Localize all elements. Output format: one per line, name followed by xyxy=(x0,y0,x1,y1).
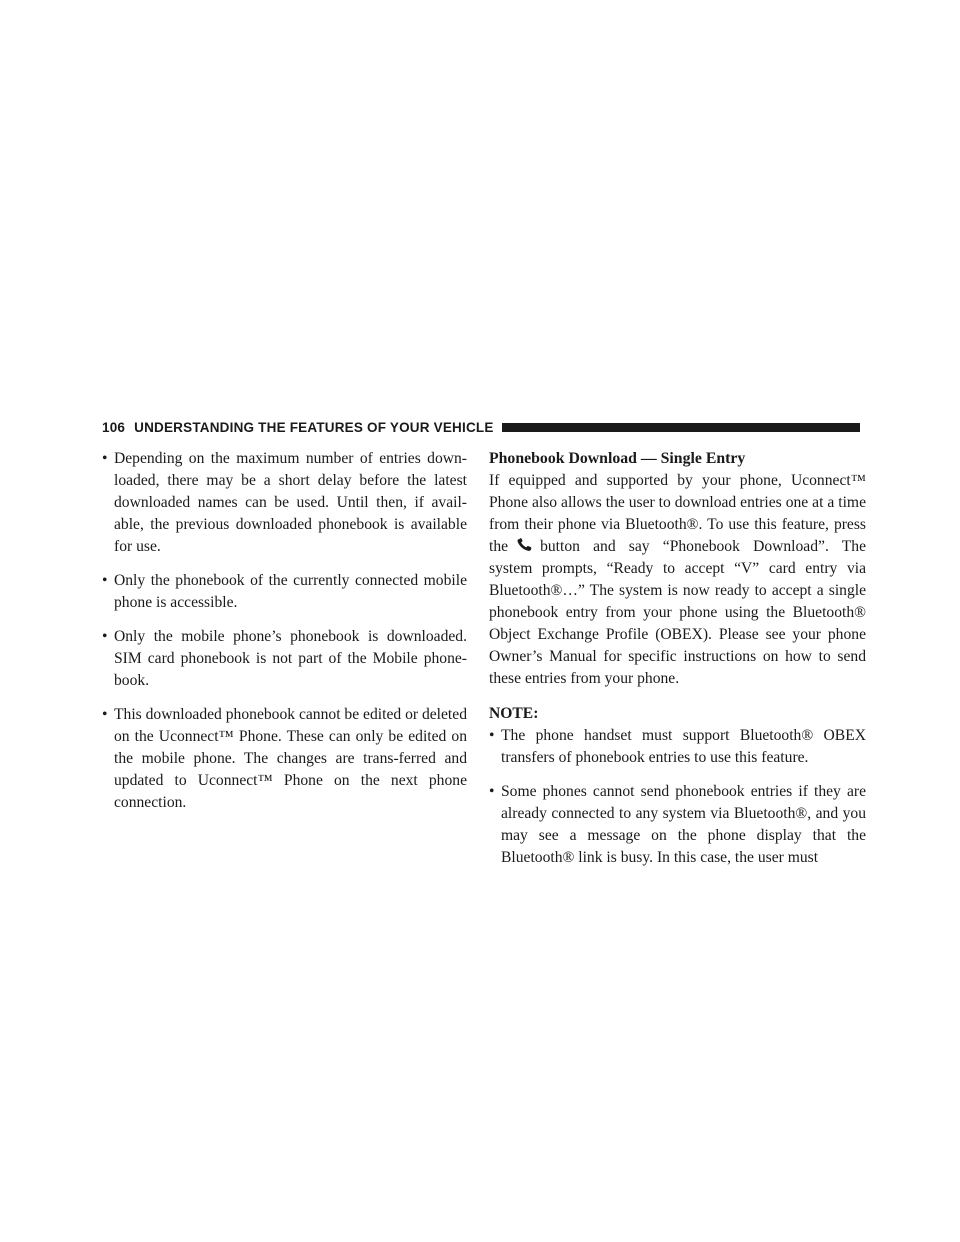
paragraph-text: If equipped and supported by your phone, Uconnect™ Phone also allows the user to download entries one at a time from their phone via Bluetooth®. To use this feature, press the xyxy=(489,472,866,555)
phone-icon xyxy=(516,537,534,551)
bullet-icon: • xyxy=(489,727,495,744)
list-item-text: Some phones cannot send phonebook entries if they are already connected to any system via Bluetooth®, and you may see a message on the phone display that the Bluetooth® link is busy. In this case, the user must xyxy=(501,783,866,866)
list-item-text: The phone handset must support Bluetooth® OBEX transfers of phonebook entries to use this feature. xyxy=(501,727,866,766)
paragraph-text: button and say “Phonebook Download”. The system prompts, “Ready to accept “V” card entry via Bluetooth®…” The system is now ready to accept a single phonebook entry from your phone using the Bluetooth® Object Exchange Profile (OBEX). Please see your phone Owner’s Manual for specific instructions on how to send these entries from your phone. xyxy=(489,538,866,687)
list-item xyxy=(489,725,866,769)
body-paragraph xyxy=(489,470,866,690)
note-label: NOTE: xyxy=(489,705,539,722)
page-number: 106 xyxy=(102,419,126,435)
list-item-text: Only the mobile phone’s phonebook is downloaded. SIM card phonebook is not part of the Mobile phone-book. xyxy=(114,628,467,689)
note-bullet-list xyxy=(489,725,866,869)
list-item-text: Depending on the maximum number of entries down-loaded, there may be a short delay before the latest downloaded names can be used. Until then, if avail-able, the previous downloaded phonebook is available for use. xyxy=(114,450,467,555)
header-rule xyxy=(502,423,860,432)
list-item xyxy=(102,704,467,814)
list-item xyxy=(102,626,467,692)
left-column xyxy=(102,448,467,826)
list-item xyxy=(489,781,866,869)
list-item xyxy=(102,448,467,558)
right-column xyxy=(489,448,866,881)
bullet-icon: • xyxy=(102,450,108,467)
list-item-text: This downloaded phonebook cannot be edited or deleted on the Uconnect™ Phone. These can only be edited on the mobile phone. The changes are trans-ferred and updated to Uconnect™ Phone on the next phone connection. xyxy=(114,706,467,811)
section-heading: Phonebook Download — Single Entry xyxy=(489,450,746,467)
list-item-text: Only the phonebook of the currently connected mobile phone is accessible. xyxy=(114,572,467,611)
bullet-icon: • xyxy=(102,628,108,645)
bullet-icon: • xyxy=(102,572,108,589)
list-item xyxy=(102,570,467,614)
bullet-icon: • xyxy=(489,783,495,800)
bullet-icon: • xyxy=(102,706,108,723)
bullet-list xyxy=(102,448,467,814)
page-header xyxy=(102,416,860,438)
section-title: UNDERSTANDING THE FEATURES OF YOUR VEHICLE xyxy=(134,419,494,435)
